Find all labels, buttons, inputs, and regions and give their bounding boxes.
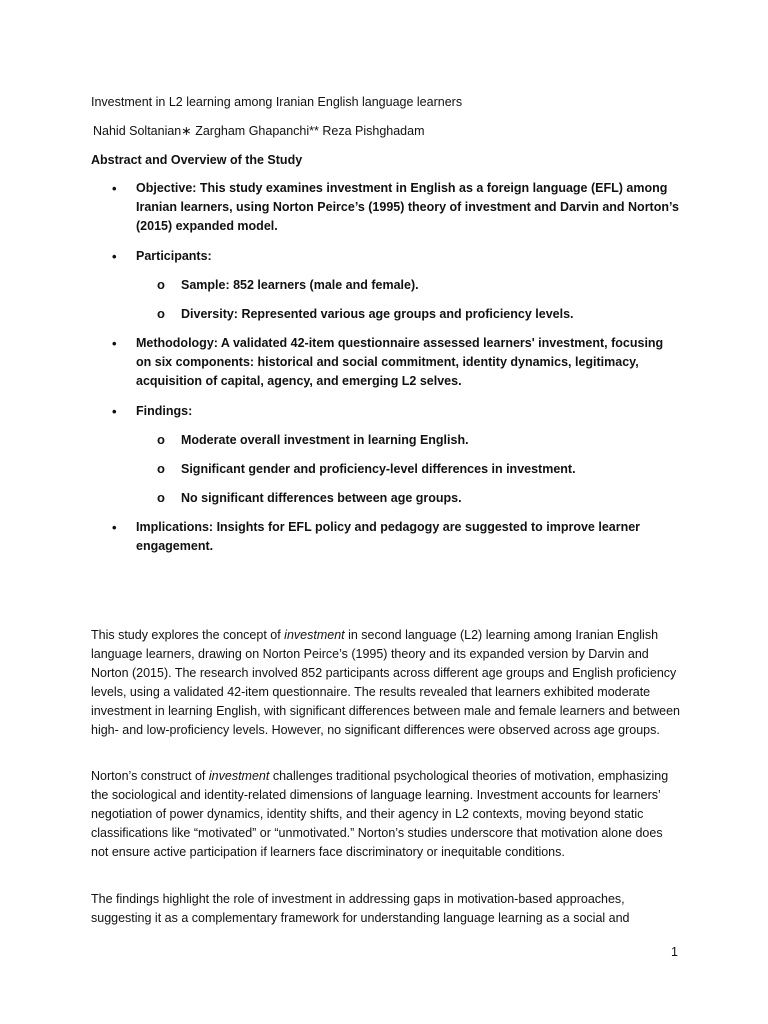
sub-bullet-text: Diversity: Represented various age groups and proficiency levels.: [181, 307, 574, 321]
bullet-text: Objective: This study examines investment in English as a foreign language (EFL) among Iranian learners, using Norton Peirce’s (1995) theory of investment and Darvin and Norton’s (2015) expanded model.: [136, 181, 679, 233]
sub-bullet-text: Moderate overall investment in learning English.: [181, 433, 469, 447]
sub-bullet-marker: o: [157, 490, 165, 505]
bullet-objective: [0, 179, 679, 236]
document-title: Investment in L2 learning among Iranian English language learners: [91, 95, 463, 109]
bullet-participants: [0, 247, 545, 266]
bullet-marker: •: [112, 181, 117, 196]
sub-bullet-marker: o: [157, 277, 165, 292]
paragraph-text: Norton’s construct of: [91, 769, 209, 783]
paragraph-text: in second language (L2) learning among Iranian English language learners, drawing on Norton Peirce’s (1995) theory and its expanded version by Darvin and Norton (2015). The research involved 852 participants across different age groups and English proficiency levels, using a validated 42-item questionnaire. The results revealed that learners exhibited moderate investment in learning English, with significant differences between male and female learners and between high- and low-proficiency levels. However, no significant differences were observed across age groups.: [91, 628, 681, 737]
emphasis-term: investment: [284, 628, 345, 642]
sub-bullet-marker: o: [157, 461, 165, 476]
bullet-text: Implications: Insights for EFL policy and pedagogy are suggested to improve learner engagement.: [136, 520, 641, 553]
authors-line: Nahid Soltanian∗ Zargham Ghapanchi** Reza Pishghadam: [93, 124, 425, 138]
sub-bullet-text: Sample: 852 learners (male and female).: [181, 278, 419, 292]
page-number: 1: [671, 945, 678, 959]
body-paragraph-2: [91, 767, 681, 862]
bullet-text: Participants:: [136, 249, 212, 263]
bullet-marker: •: [112, 336, 117, 351]
section-heading: Abstract and Overview of the Study: [91, 153, 303, 167]
sub-bullet-marker: o: [157, 306, 165, 321]
sub-bullet-text: Significant gender and proficiency-level differences in investment.: [181, 462, 576, 476]
sub-bullet: [0, 431, 469, 450]
bullet-findings: [0, 402, 545, 421]
bullet-marker: •: [112, 249, 117, 264]
body-paragraph-3: [91, 890, 681, 928]
sub-bullet: [0, 276, 419, 295]
bullet-text: Methodology: A validated 42-item questionnaire assessed learners' investment, focusing on six components: historical and social commitment, identity dynamics, legitimacy, acquisition of capital, agency, and emerging L2 selves.: [136, 336, 664, 388]
bullet-marker: •: [112, 404, 117, 419]
sub-bullet: [0, 305, 574, 324]
emphasis-term: investment: [208, 769, 270, 783]
sub-bullet-marker: o: [157, 432, 165, 447]
bullet-marker: •: [112, 520, 117, 535]
paragraph-text: This study explores the concept of: [91, 628, 285, 642]
bullet-methodology: [0, 334, 664, 391]
sub-bullet: [0, 489, 462, 508]
sub-bullet-text: No significant differences between age groups.: [181, 491, 462, 505]
paragraph-text: The findings highlight the role of investment in addressing gaps in motivation-based approaches, suggesting it as a complementary framework for understanding language learning as a social and: [91, 892, 630, 925]
sub-bullet: [0, 460, 576, 479]
bullet-implications: [0, 518, 641, 556]
paragraph-text: challenges traditional psychological theories of motivation, emphasizing the sociological and identity-related dimensions of language learning. Investment accounts for learners’ negotiation of power dynamics, identity shifts, and their agency in L2 contexts, moving beyond static classifications like “motivated” or “unmotivated.” Norton’s studies underscore that motivation alone does not ensure active participation if learners face discriminatory or inequitable conditions.: [91, 769, 669, 859]
bullet-text: Findings:: [136, 404, 193, 418]
body-paragraph-1: [91, 626, 681, 740]
